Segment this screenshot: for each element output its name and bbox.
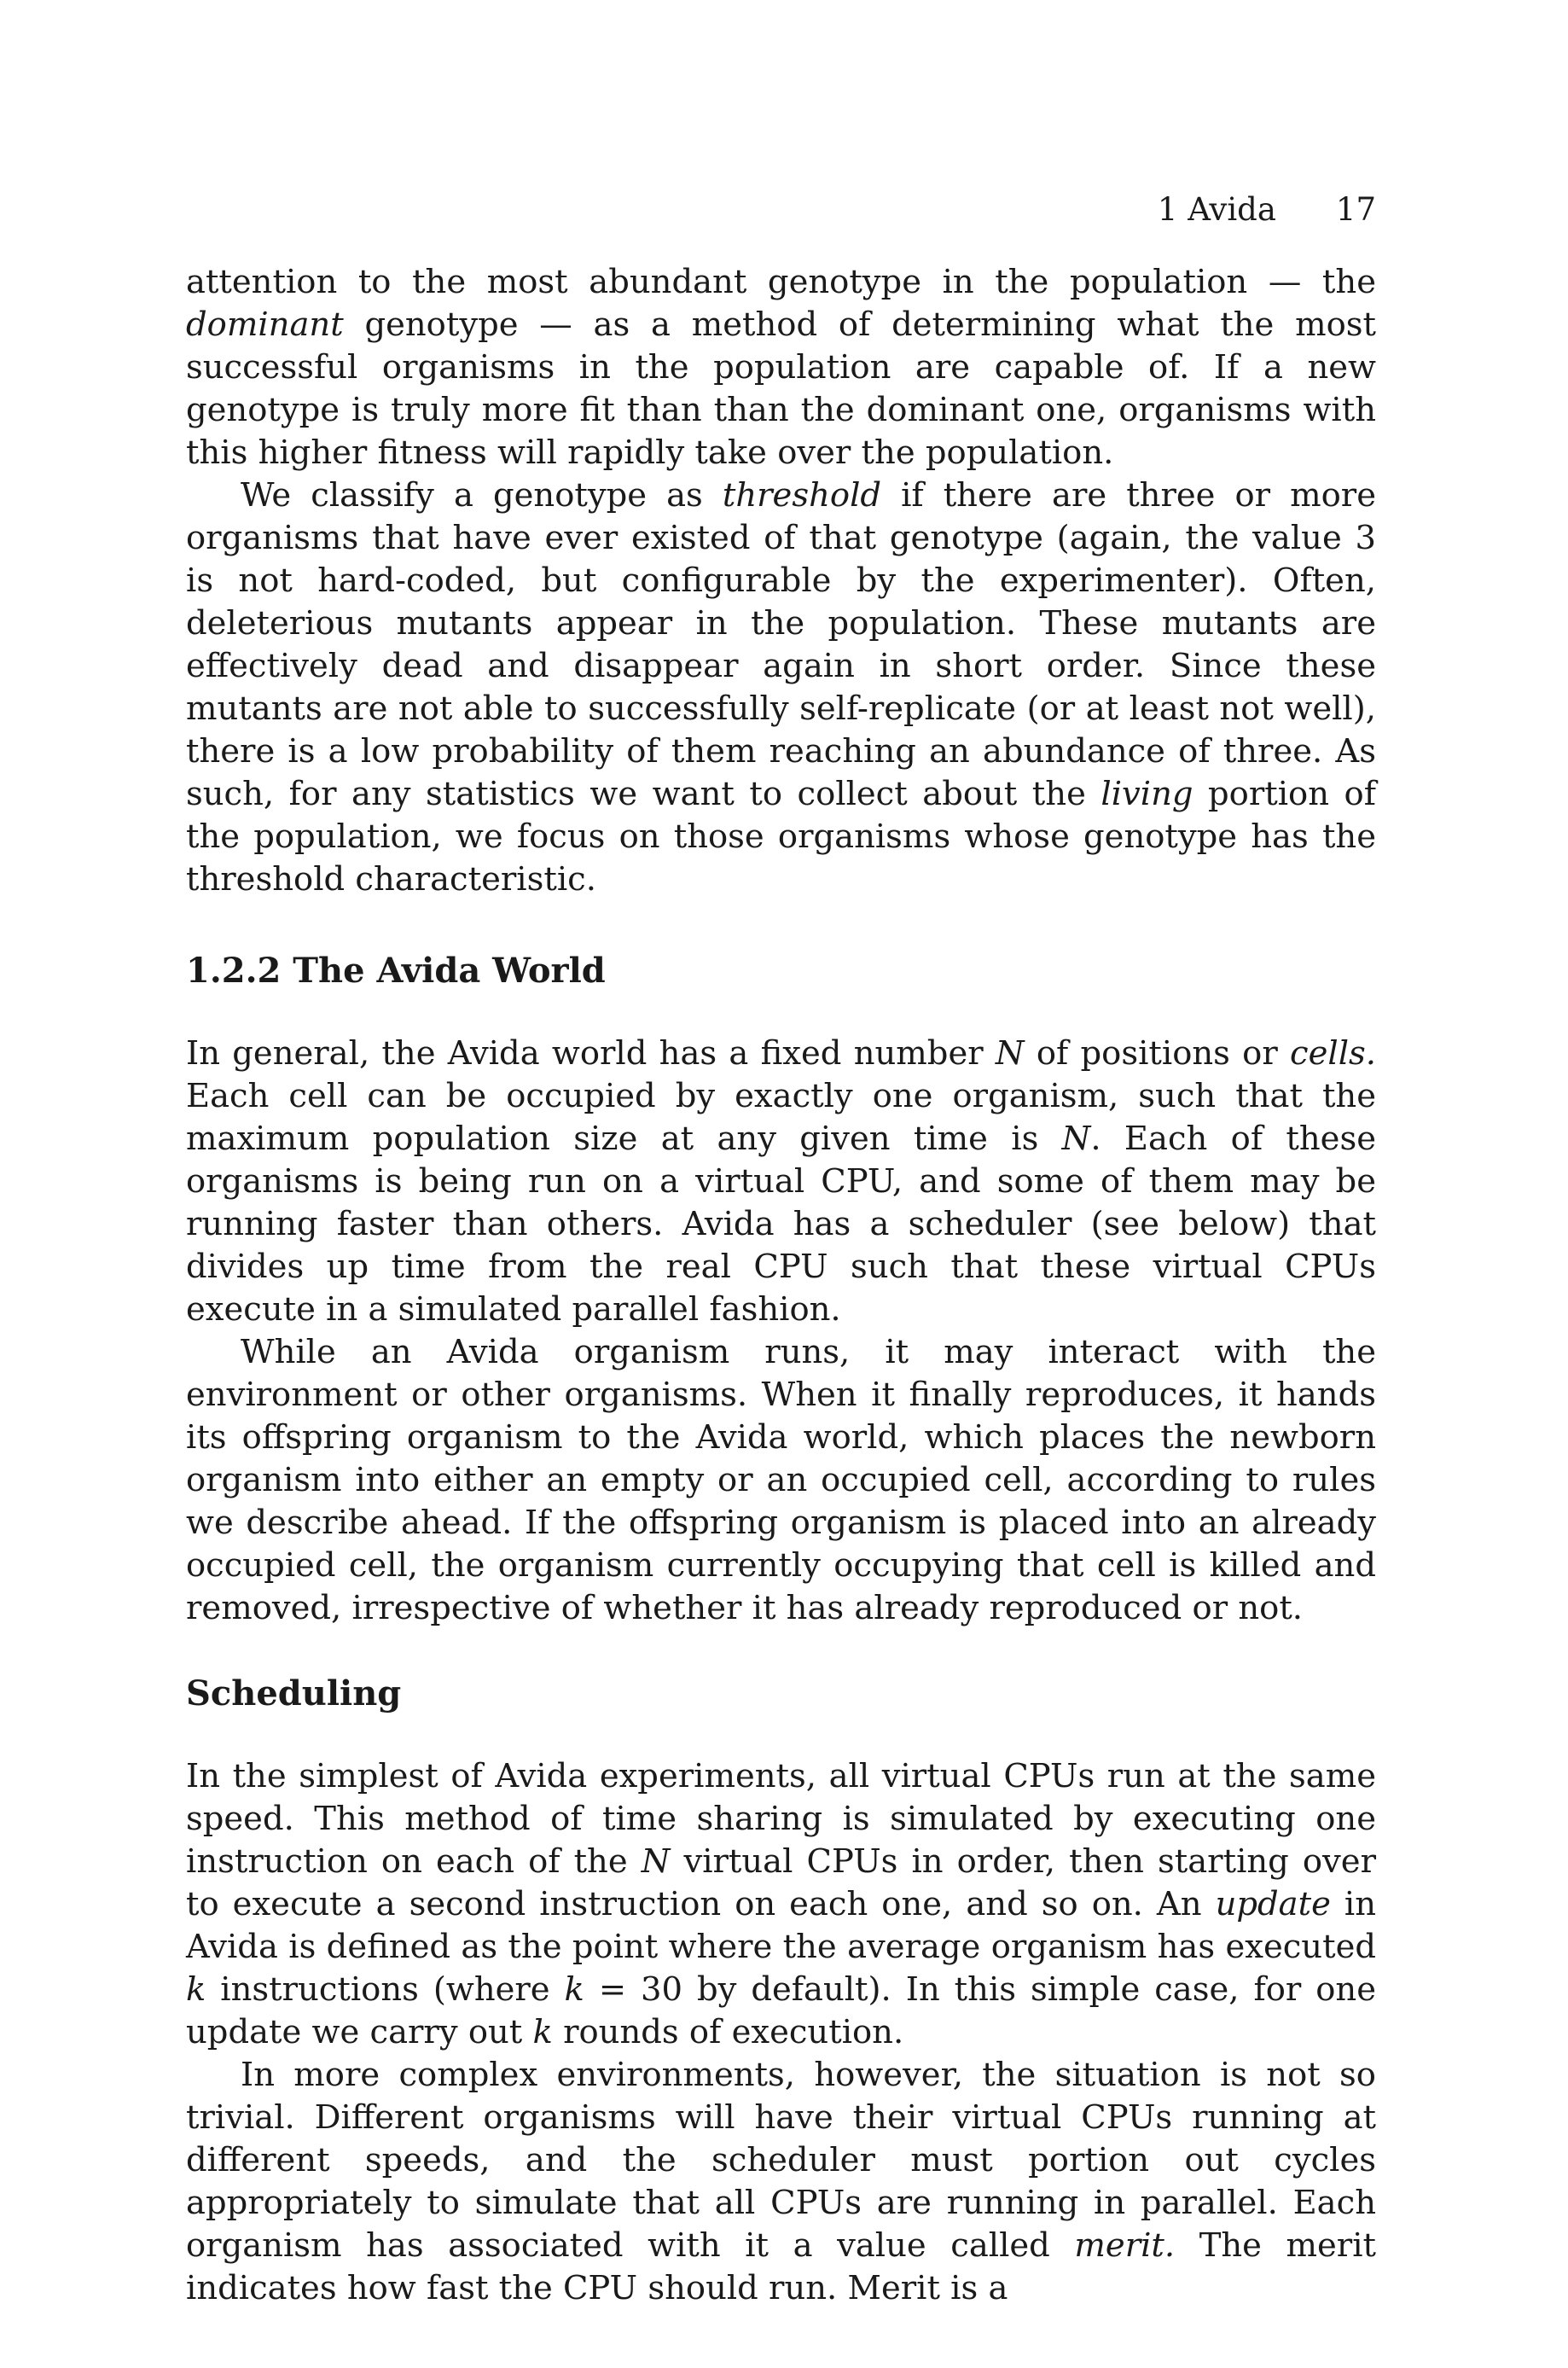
text-run: instructions (where <box>206 1970 565 2009</box>
paragraph-scheduling <box>186 1755 1376 2054</box>
paragraph-avida-world <box>186 1033 1376 1331</box>
text-run: rounds of execution. <box>552 2013 904 2051</box>
paragraph-organism-runs <box>186 1331 1376 1630</box>
section-heading: 1.2.2 The Avida World <box>186 951 606 991</box>
math-var-k: k <box>532 2013 553 2051</box>
paragraph-complex-environments <box>186 2054 1376 2310</box>
text-run: of positions or <box>1024 1034 1291 1073</box>
text-run: if there are three or more organisms that have ever existed of that genotype (again, the value 3 is not hard-coded, but configurable by the experimenter). Often, deleterious mutants appear in the population. These mutants are effectively dead and disappear again in short order. Since these mutants are not able to successfully self-replicate (or at least not well), there is a low probability of them reaching an abundance of three. As such, for any statistics we want to collect about the <box>186 476 1376 813</box>
math-var-k: k <box>186 1970 206 2009</box>
emphasis-threshold: threshold <box>722 476 882 515</box>
math-var-N: N <box>1061 1120 1091 1158</box>
text-run: attention to the most abundant genotype in the population — the <box>186 263 1376 301</box>
text-run: In general, the Avida world has a fixed number <box>186 1034 996 1073</box>
text-run: In the simplest of Avida experiments, all virtual CPUs run at the same speed. This method of time sharing is simulated by executing one instruction on each of the <box>186 1757 1376 1881</box>
chapter-title: 1 Avida <box>1157 191 1276 228</box>
text-run: Each cell can be occupied by exactly one organism, such that the maximum population size at any given time is <box>186 1077 1376 1158</box>
emphasis-cells: cells. <box>1290 1034 1376 1073</box>
math-var-k: k <box>564 1970 584 2009</box>
text-run: While an Avida organism runs, it may interact with the environment or other organisms. When it finally reproduces, it hands its offspring organism to the Avida world, which places the newborn organism into either an empty or an occupied cell, according to rules we describe ahead. If the offspring organism is placed into an already occupied cell, the organism currently occupying that cell is killed and removed, irrespective of whether it has already reproduced or not. <box>186 1333 1376 1627</box>
emphasis-dominant: dominant <box>186 305 344 344</box>
text-run: portion of the population, we focus on those organisms whose genotype has the threshold characteristic. <box>186 775 1376 899</box>
paragraph-threshold <box>186 474 1376 901</box>
emphasis-update: update <box>1215 1885 1331 1923</box>
text-run: in Avida is defined as the point where the average organism has executed <box>186 1885 1376 1966</box>
text-run: . Each of these organisms is being run on a virtual CPU, and some of them may be running faster than others. Avida has a scheduler (see below) that divides up time from the real CPU such that these virtual CPUs execute in a simulated parallel fashion. <box>186 1120 1376 1329</box>
running-head <box>1158 189 1376 230</box>
text-run: virtual CPUs in order, then starting over to execute a second instruction on each one, and so on. An <box>186 1842 1376 1923</box>
emphasis-merit: merit. <box>1074 2226 1176 2265</box>
emphasis-living: living <box>1101 775 1193 813</box>
page-number: 17 <box>1335 191 1376 228</box>
paragraph-dominant-genotype <box>186 261 1376 474</box>
page-body <box>186 261 1376 2310</box>
text-run: The merit indicates how fast the CPU should run. Merit is a <box>186 2226 1376 2307</box>
text-run: We classify a genotype as <box>241 476 723 515</box>
subsection-heading: Scheduling <box>186 1673 402 1713</box>
text-run: = 30 by default). In this simple case, for one update we carry out <box>186 1970 1377 2051</box>
math-var-N: N <box>995 1034 1025 1073</box>
math-var-N: N <box>641 1842 671 1881</box>
text-run: In more complex environments, however, the situation is not so trivial. Different organisms will have their virtual CPUs running at different speeds, and the scheduler must portion out cycles appropriately to simulate that all CPUs are running in parallel. Each organism has associated with it a value called <box>186 2056 1376 2265</box>
text-run: genotype — as a method of determining what the most successful organisms in the population are capable of. If a new genotype is truly more fit than than the dominant one, organisms with this higher fitness will rapidly take over the population. <box>186 305 1376 472</box>
